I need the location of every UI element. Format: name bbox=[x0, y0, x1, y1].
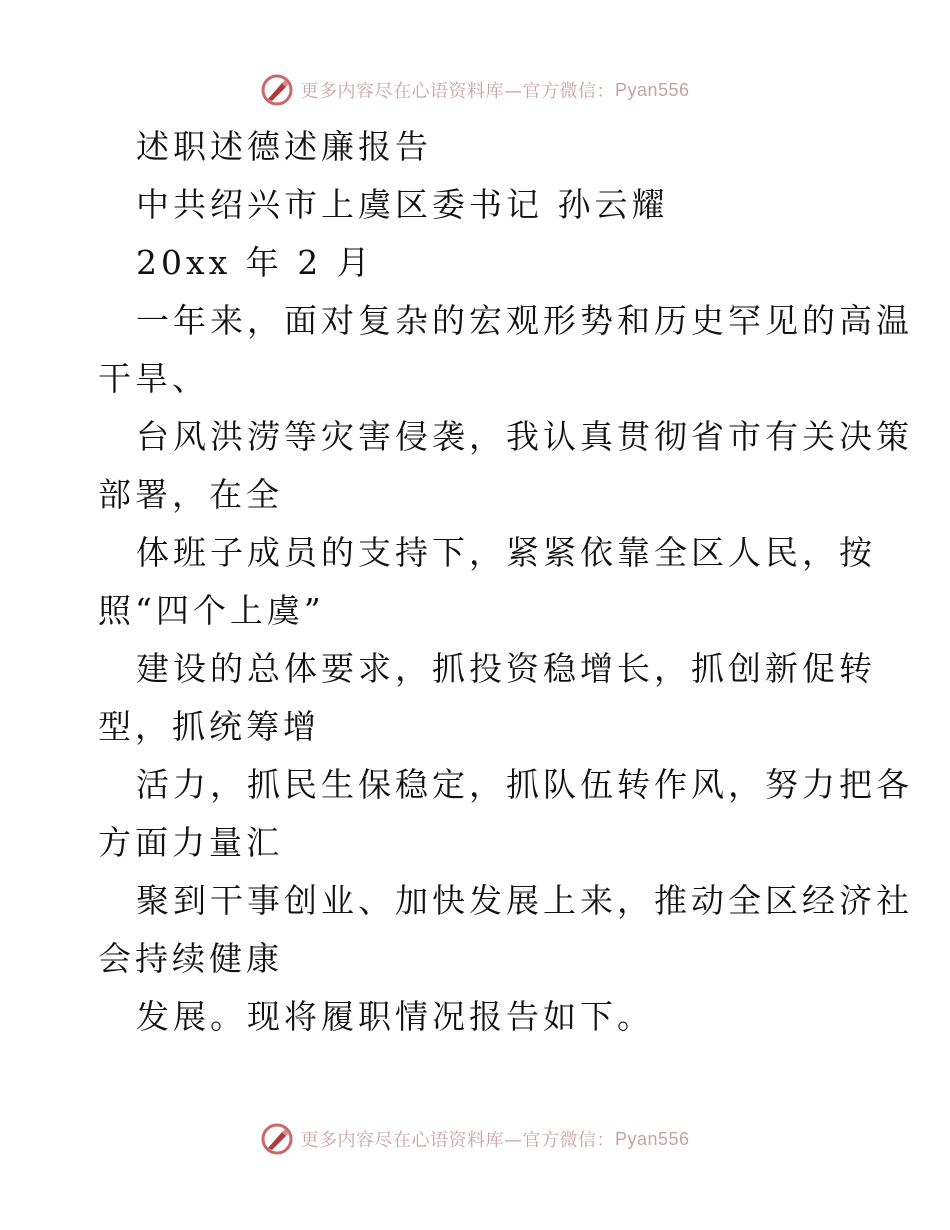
watermark-wechat-id: Pyan556 bbox=[614, 1128, 690, 1149]
text-line: 方面力量汇 bbox=[98, 823, 283, 862]
text-line: 中共绍兴市上虞区委书记 孙云耀 bbox=[136, 185, 669, 224]
text-line: 发展。现将履职情况报告如下。 bbox=[136, 997, 654, 1036]
text-line: 体班子成员的支持下，紧紧依靠全区人民，按 bbox=[136, 533, 876, 572]
text-line: 型，抓统筹增 bbox=[98, 707, 320, 746]
watermark-text: 更多内容尽在心语资料库—官方微信： bbox=[300, 81, 615, 102]
text-line: 活力，抓民生保稳定，抓队伍转作风，努力把各 bbox=[136, 765, 913, 804]
document-body bbox=[98, 118, 913, 1046]
watermark-footer bbox=[0, 1119, 950, 1159]
text-line: 聚到干事创业、加快发展上来，推动全区经济社 bbox=[136, 881, 913, 920]
text-line: 20xx 年 2 月 bbox=[136, 243, 374, 282]
text-line: 会持续健康 bbox=[98, 939, 283, 978]
watermark-header bbox=[0, 70, 950, 110]
watermark-text: 更多内容尽在心语资料库—官方微信： bbox=[300, 1130, 615, 1151]
text-line: 干旱、 bbox=[98, 359, 209, 398]
text-line: 照“四个上虞” bbox=[98, 591, 325, 630]
watermark-wechat-id: Pyan556 bbox=[614, 79, 690, 100]
text-line: 部署，在全 bbox=[98, 475, 283, 514]
text-line: 一年来，面对复杂的宏观形势和历史罕见的高温 bbox=[136, 301, 913, 340]
pen-logo-icon bbox=[260, 1122, 294, 1156]
text-line: 建设的总体要求，抓投资稳增长，抓创新促转 bbox=[136, 649, 876, 688]
text-line: 台风洪涝等灾害侵袭，我认真贯彻省市有关决策 bbox=[136, 417, 913, 456]
pen-logo-icon bbox=[260, 73, 294, 107]
text-line: 述职述德述廉报告 bbox=[136, 127, 432, 166]
